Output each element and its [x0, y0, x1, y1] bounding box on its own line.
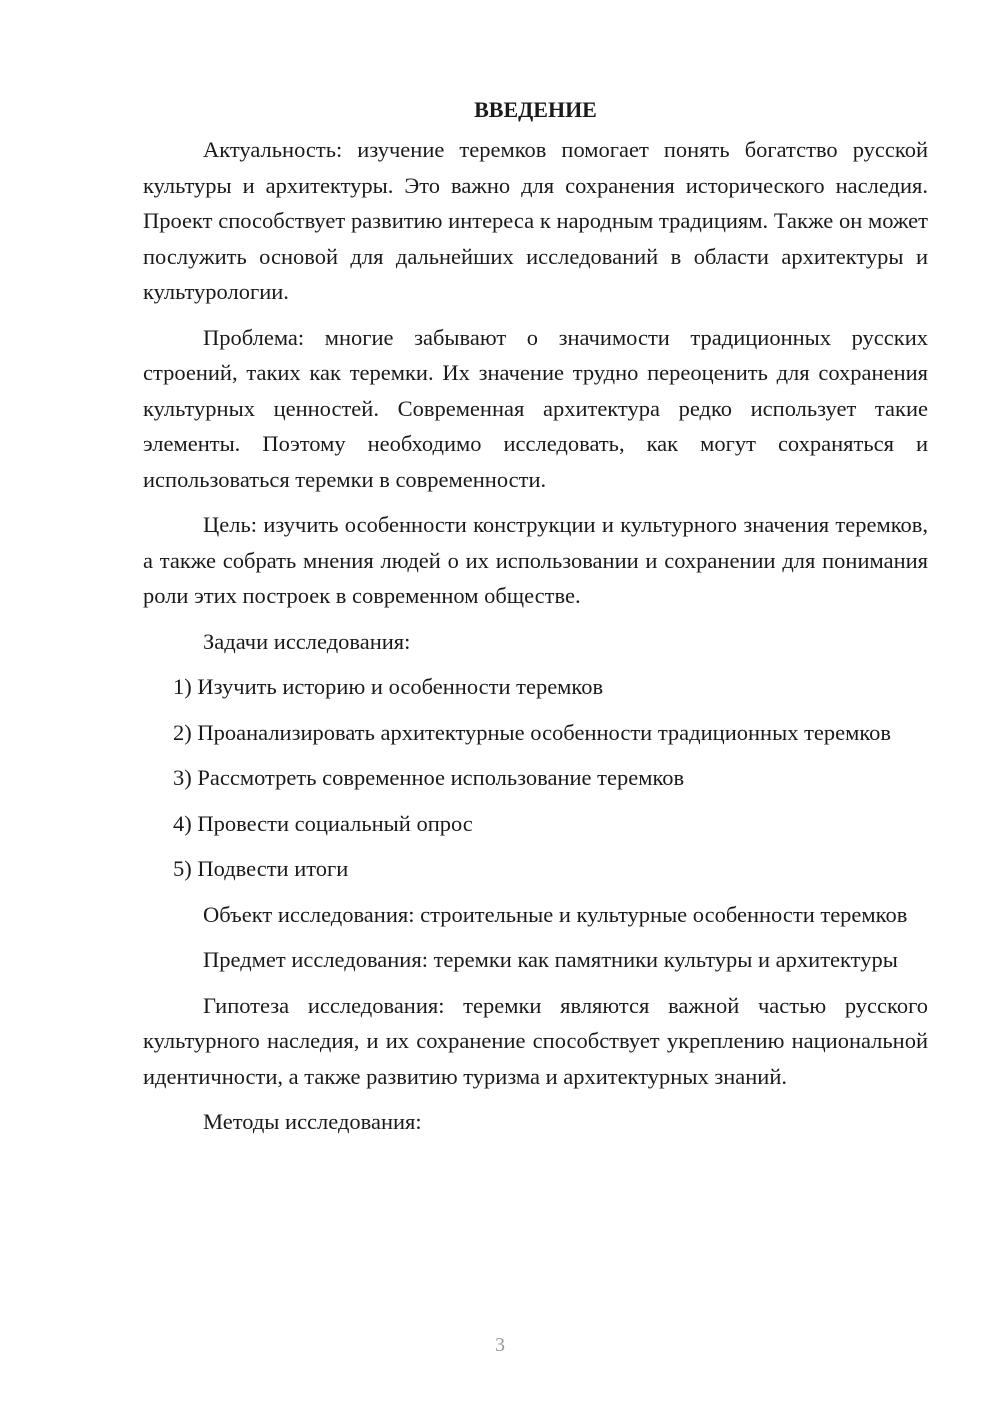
document-page	[143, 92, 928, 1150]
list-item: 3) Рассмотреть современное использование теремков	[173, 765, 685, 790]
paragraph-problem: Проблема: многие забывают о значимости традиционных русских строений, таких как теремки. Их значение трудно переоценить для сохранения культурных ценностей. Современная архитектура редко использует такие элементы. Поэтому необходимо исследовать, как могут сохраняться и использоваться теремки в современности.	[143, 324, 928, 492]
paragraph-methods: Методы исследования:	[203, 1109, 422, 1134]
tasks-heading: Задачи исследования:	[203, 628, 411, 654]
paragraph-hypothesis: Гипотеза исследования: теремки являются важной частью русского культурного наследия, и их сохранение способствует укреплению национальной идентичности, а также развитию туризма и архитектурных знаний.	[143, 992, 928, 1089]
list-item: 1) Изучить историю и особенности теремков	[173, 674, 604, 699]
list-item: 2) Проанализировать архитектурные особенности традиционных теремков	[173, 719, 892, 745]
paragraph-relevance: Актуальность: изучение теремков помогает понять богатство русской культуры и архитектуры. Это важно для сохранения исторического наследия. Проект способствует развитию интереса к народным традициям. Также он может послужить основой для дальнейших исследований в области архитектуры и культурологии.	[143, 137, 928, 304]
paragraph-object: Объект исследования: строительные и культурные особенности теремков	[203, 901, 908, 927]
page-number: 3	[495, 1334, 505, 1356]
paragraph-goal: Цель: изучить особенности конструкции и культурного значения теремков, а также собрать мнения людей о их использовании и сохранении для понимания роли этих построек в современном обществе.	[143, 512, 928, 608]
paragraph-subject: Предмет исследования: теремки как памятники культуры и архитектуры	[203, 947, 898, 972]
page-title: ВВЕДЕНИЕ	[474, 97, 597, 122]
list-item: 5) Подвести итоги	[173, 856, 349, 881]
list-item: 4) Провести социальный опрос	[173, 810, 473, 836]
tasks-list	[143, 669, 928, 887]
